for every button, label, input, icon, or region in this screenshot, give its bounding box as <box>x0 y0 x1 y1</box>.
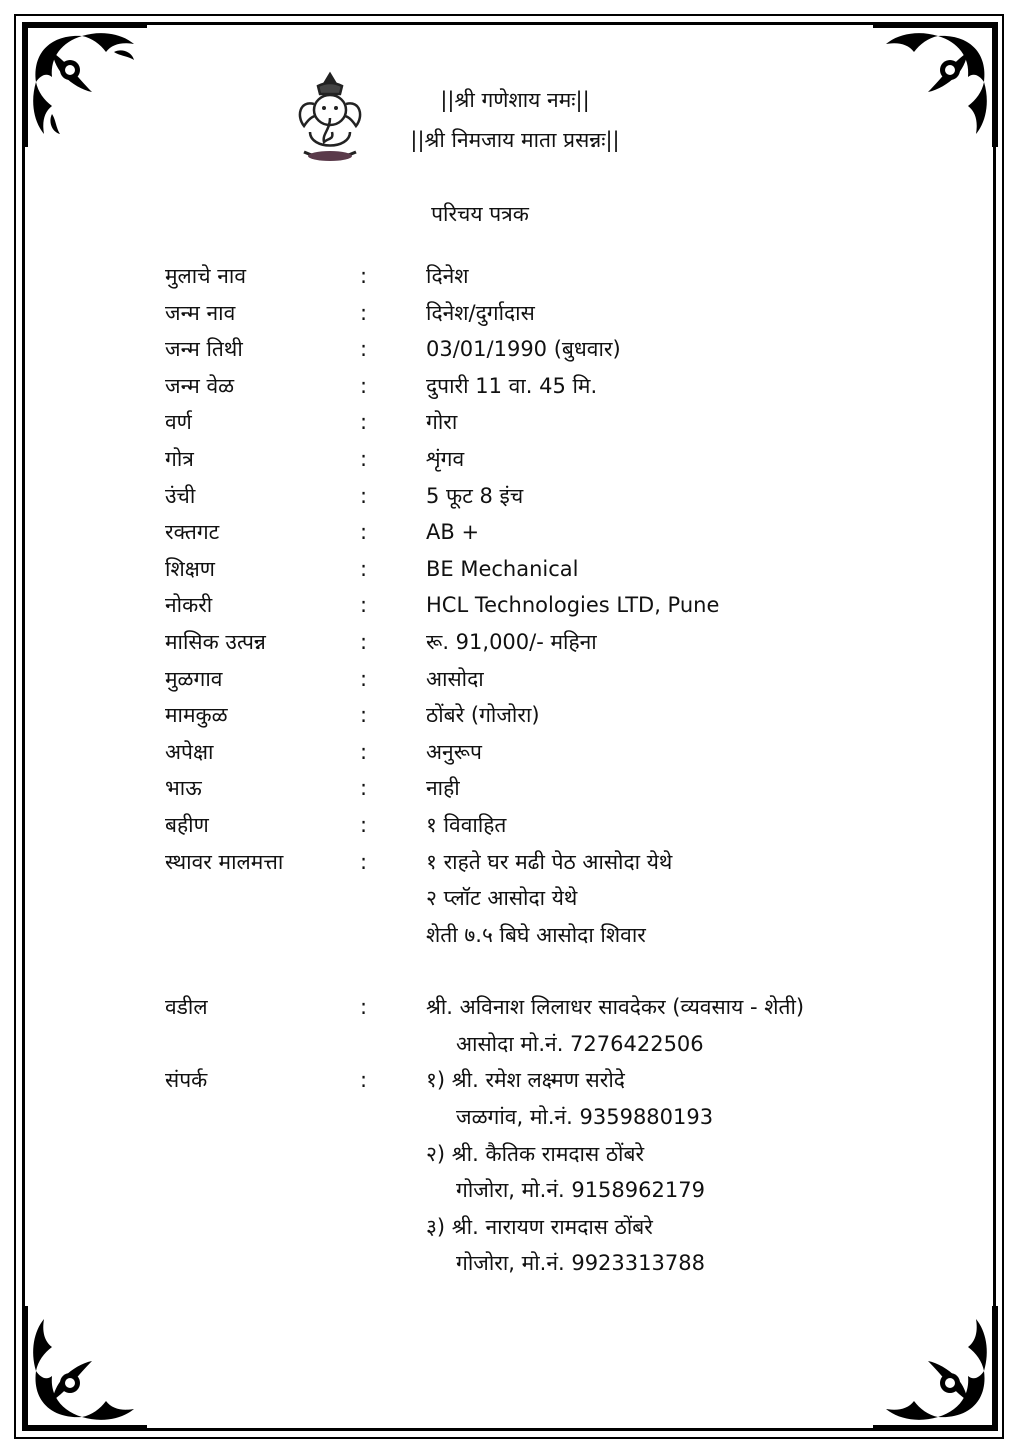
detail-row-contact <box>0 1062 1020 1099</box>
colon-separator: : <box>360 1068 368 1093</box>
colon-separator: : <box>360 812 368 837</box>
detail-label: भाऊ <box>165 776 202 801</box>
floral-corner-ornament-icon <box>873 1306 998 1431</box>
detail-value: शृंगव <box>426 446 465 471</box>
colon-separator: : <box>360 995 368 1020</box>
detail-row-education <box>0 551 1020 588</box>
detail-value: BE Mechanical <box>426 556 579 581</box>
detail-value: दुपारी 11 वा. 45 मि. <box>426 373 598 398</box>
detail-value: ठोंबरे (गोजोरा) <box>426 703 540 728</box>
detail-label: मासिक उत्पन्न <box>165 629 266 654</box>
detail-value: AB + <box>426 520 480 545</box>
biodata-details <box>0 258 1020 1282</box>
contact-person: १) श्री. रमेश लक्ष्मण सरोदे <box>426 1068 625 1093</box>
detail-label: रक्तगट <box>165 520 220 545</box>
colon-separator: : <box>360 410 368 435</box>
detail-value: १ राहते घर मढी पेठ आसोदा येथे <box>426 849 673 874</box>
colon-separator: : <box>360 629 368 654</box>
detail-label: मुळगाव <box>165 666 223 691</box>
detail-label: जन्म नाव <box>165 300 236 325</box>
detail-row-maternal-family <box>0 697 1020 734</box>
contact-line <box>0 1136 1020 1173</box>
detail-label: गोत्र <box>165 446 194 471</box>
page-title: परिचय पत्रक <box>431 202 529 226</box>
contact-line <box>0 1209 1020 1246</box>
property-extra-line <box>0 917 1020 954</box>
colon-separator: : <box>360 483 368 508</box>
detail-value: आसोदा <box>426 666 484 691</box>
contact-line <box>0 1172 1020 1209</box>
invocation-line-nimjay: ||श्री निमजाय माता प्रसन्नः|| <box>410 128 620 152</box>
colon-separator: : <box>360 264 368 288</box>
detail-row-father <box>0 989 1020 1026</box>
detail-row-job <box>0 587 1020 624</box>
colon-separator: : <box>360 337 368 362</box>
colon-separator: : <box>360 739 368 764</box>
detail-value: रू. 91,000/- महिना <box>426 629 597 654</box>
detail-value: नाही <box>426 776 460 801</box>
detail-value: श्री. अविनाश लिलाधर सावदेकर (व्यवसाय - शेती) <box>426 995 805 1020</box>
floral-corner-ornament-icon <box>22 22 147 147</box>
contact-line <box>0 1099 1020 1136</box>
detail-row-birth-name <box>0 295 1020 332</box>
colon-separator: : <box>360 300 368 325</box>
detail-row-blood-group <box>0 514 1020 551</box>
detail-label: मामकुळ <box>165 703 228 728</box>
detail-row-gotra <box>0 441 1020 478</box>
detail-value: 5 फूट 8 इंच <box>426 483 524 508</box>
contact-phone: गोजोरा, मो.नं. 9923313788 <box>456 1251 705 1276</box>
section-gap <box>0 953 1020 989</box>
floral-corner-ornament-icon <box>22 1306 147 1431</box>
detail-value: १ विवाहित <box>426 812 507 837</box>
contact-phone: जळगांव, मो.नं. 9359880193 <box>456 1105 714 1130</box>
detail-row-income <box>0 624 1020 661</box>
detail-label: जन्म वेळ <box>165 373 235 398</box>
colon-separator: : <box>360 849 368 874</box>
detail-value: २ प्लॉट आसोदा येथे <box>426 886 578 911</box>
detail-row-brother <box>0 770 1020 807</box>
detail-row-expectation <box>0 734 1020 771</box>
contact-line <box>0 1245 1020 1282</box>
detail-row-property <box>0 844 1020 881</box>
colon-separator: : <box>360 776 368 801</box>
detail-value: दिनेश <box>426 264 469 288</box>
colon-separator: : <box>360 703 368 728</box>
detail-row-native-place <box>0 661 1020 698</box>
detail-row-name <box>0 258 1020 295</box>
colon-separator: : <box>360 666 368 691</box>
detail-value: 03/01/1990 (बुधवार) <box>426 337 621 362</box>
colon-separator: : <box>360 593 368 618</box>
detail-row-height <box>0 478 1020 515</box>
colon-separator: : <box>360 520 368 545</box>
detail-value: गोरा <box>426 410 458 435</box>
detail-row-sister <box>0 807 1020 844</box>
colon-separator: : <box>360 373 368 398</box>
colon-separator: : <box>360 446 368 471</box>
father-contact-line <box>0 1026 1020 1063</box>
detail-label: उंची <box>165 483 196 508</box>
detail-label: शिक्षण <box>165 556 215 581</box>
detail-label: मुलाचे नाव <box>165 264 247 288</box>
detail-label: अपेक्षा <box>165 739 214 764</box>
detail-row-birth-date <box>0 331 1020 368</box>
detail-value: शेती ७.५ बिघे आसोदा शिवार <box>426 922 646 947</box>
detail-row-complexion <box>0 404 1020 441</box>
detail-label: जन्म तिथी <box>165 337 243 362</box>
detail-label: संपर्क <box>165 1068 208 1093</box>
detail-label: स्थावर मालमत्ता <box>165 849 284 874</box>
property-extra-line <box>0 880 1020 917</box>
detail-value: दिनेश/दुर्गादास <box>426 300 535 325</box>
detail-label: नोकरी <box>165 593 213 618</box>
contact-phone: गोजोरा, मो.नं. 9158962179 <box>456 1178 705 1203</box>
ganesha-icon <box>290 70 370 166</box>
invocation-line-ganesh: ||श्री गणेशाय नमः|| <box>440 88 590 112</box>
floral-corner-ornament-icon <box>873 22 998 147</box>
detail-row-birth-time <box>0 368 1020 405</box>
detail-value: आसोदा मो.नं. 7276422506 <box>456 1031 704 1056</box>
colon-separator: : <box>360 556 368 581</box>
contact-person: २) श्री. कैतिक रामदास ठोंबरे <box>426 1141 645 1166</box>
detail-value: अनुरूप <box>426 739 482 764</box>
contact-person: ३) श्री. नारायण रामदास ठोंबरे <box>426 1214 653 1239</box>
detail-label: वडील <box>165 995 208 1020</box>
detail-label: बहीण <box>165 812 209 837</box>
detail-label: वर्ण <box>165 410 192 435</box>
detail-value: HCL Technologies LTD, Pune <box>426 593 720 618</box>
